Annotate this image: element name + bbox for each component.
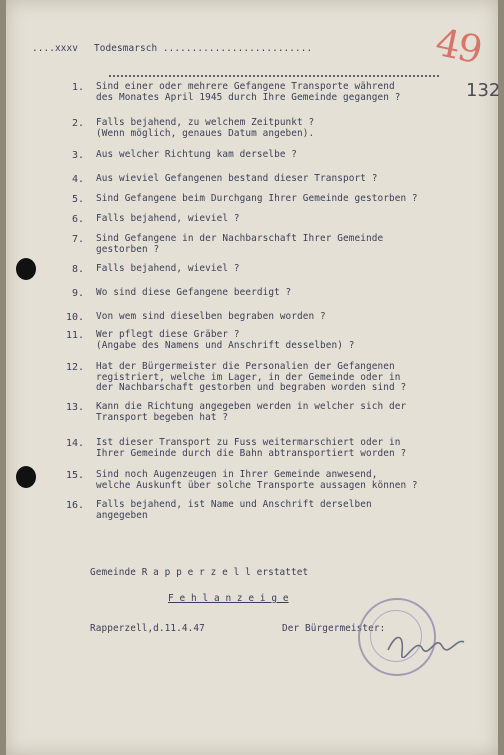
question-text: Von wem sind dieselben begraben worden ? (96, 311, 326, 322)
dotted-line (109, 69, 439, 77)
question-number: 13. (65, 402, 84, 413)
question-number: 6. (71, 214, 84, 225)
question-text: Wo sind diese Gefangene beerdigt ? (96, 287, 292, 298)
question-number: 5. (71, 194, 84, 205)
header-prefix: ....xxxv (32, 43, 78, 54)
question-number: 3. (71, 150, 84, 161)
question-number: 12. (65, 362, 84, 373)
fehlanzeige-label: F e h l a n z e i g e (168, 593, 289, 604)
question-number: 2. (71, 118, 84, 129)
question-text: Wer pflegt diese Gräber ? (Angabe des Namens und Anschrift desselben) ? (96, 329, 355, 351)
question-text: Falls bejahend, wieviel ? (96, 213, 240, 224)
signature (386, 628, 466, 658)
document-title: Todesmarsch .......................... (94, 43, 313, 54)
question-text: Sind einer oder mehrere Gefangene Transporte während des Monates April 1945 durch Ihre Gemeinde gegangen ? (96, 81, 401, 103)
question-number: 1. (71, 82, 84, 93)
punch-hole-bottom (16, 466, 36, 488)
question-text: Hat der Bürgermeister die Personalien der Gefangenen registriert, welche im Lager, in der Gemeinde oder in der Nachbarschaft gestorben und begraben worden sind ? (96, 361, 407, 394)
question-number: 4. (71, 174, 84, 185)
question-text: Falls bejahend, wieviel ? (96, 263, 240, 274)
handwritten-number: 49 (431, 19, 485, 73)
question-text: Sind Gefangene in der Nachbarschaft Ihrer Gemeinde gestorben ? (96, 233, 384, 255)
place-date: Rapperzell,d.11.4.47 (90, 623, 205, 634)
document-page (6, 0, 501, 755)
question-number: 15. (65, 470, 84, 481)
question-text: Falls bejahend, zu welchem Zeitpunkt ? (Wenn möglich, genaues Datum angeben). (96, 117, 315, 139)
question-number: 16. (65, 500, 84, 511)
question-text: Aus wieviel Gefangenen bestand dieser Transport ? (96, 173, 378, 184)
question-text: Sind Gefangene beim Durchgang Ihrer Gemeinde gestorben ? (96, 193, 418, 204)
question-text: Falls bejahend, ist Name und Anschrift derselben angegeben (96, 499, 372, 521)
question-number: 7. (71, 234, 84, 245)
question-number: 10. (65, 312, 84, 323)
gemeinde-line: Gemeinde R a p p e r z e l l erstattet (90, 567, 309, 578)
question-text: Aus welcher Richtung kam derselbe ? (96, 149, 298, 160)
question-text: Ist dieser Transport zu Fuss weitermarschiert oder in Ihrer Gemeinde durch die Bahn abtransportiert worden ? (96, 437, 407, 459)
question-text: Kann die Richtung angegeben werden in welcher sich der Transport begeben hat ? (96, 401, 407, 423)
question-number: 14. (65, 438, 84, 449)
page-number: 132 (466, 80, 501, 101)
punch-hole-top (16, 258, 36, 280)
question-text: Sind noch Augenzeugen in Ihrer Gemeinde anwesend, welche Auskunft über solche Transporte aussagen können ? (96, 469, 418, 491)
question-number: 11. (65, 330, 84, 341)
question-number: 9. (71, 288, 84, 299)
signer-label: Der Bürgermeister: (282, 623, 386, 634)
question-number: 8. (71, 264, 84, 275)
